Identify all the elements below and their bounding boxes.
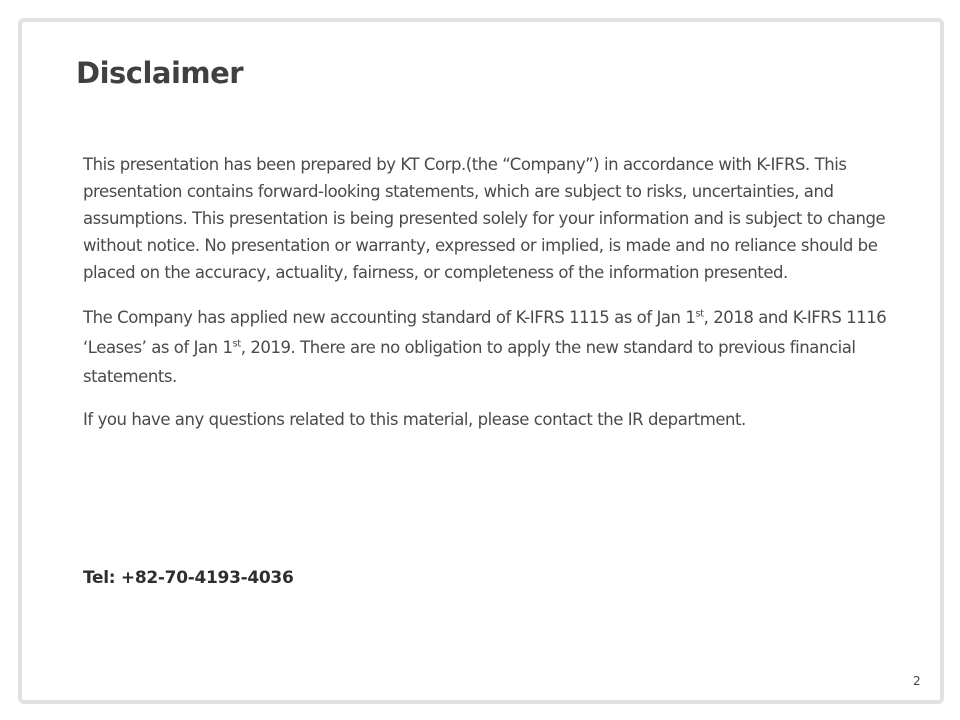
disclaimer-paragraph-forward-looking: This presentation has been prepared by KT Corp.(the “Company”) in accordance with K-IFRS. This presentation contains forward-looking statements, which are subject to risks, uncertainties, and assumptions. This presentation is being presented solely for your information and is subject to change without notice. No presentation or warranty, expressed or implied, is made and no reliance should be placed on the accuracy, actuality, fairness, or completeness of the information presented. bbox=[83, 155, 886, 282]
page-number: 2 bbox=[913, 674, 921, 688]
slide-title: Disclaimer bbox=[76, 56, 244, 90]
disclaimer-paragraph-accounting-standard bbox=[83, 303, 893, 392]
tel-label: Tel: bbox=[83, 568, 116, 588]
accounting-text-part-2: , 2018 and K-IFRS 1116 ‘Leases’ as of Jan 1 bbox=[83, 308, 887, 357]
ordinal-suffix: st bbox=[695, 308, 704, 320]
accounting-text-part-3: , 2019. There are no obligation to apply the new standard to previous financial statements. bbox=[83, 337, 856, 386]
disclaimer-paragraph-contact: If you have any questions related to this material, please contact the IR department. bbox=[83, 409, 746, 429]
tel-number: +82-70-4193-4036 bbox=[120, 568, 294, 588]
accounting-text-part-1: The Company has applied new accounting standard of K-IFRS 1115 as of Jan 1 bbox=[83, 308, 696, 327]
disclaimer-body bbox=[83, 151, 893, 450]
contact-telephone bbox=[83, 568, 293, 588]
ordinal-suffix: st bbox=[232, 338, 241, 349]
